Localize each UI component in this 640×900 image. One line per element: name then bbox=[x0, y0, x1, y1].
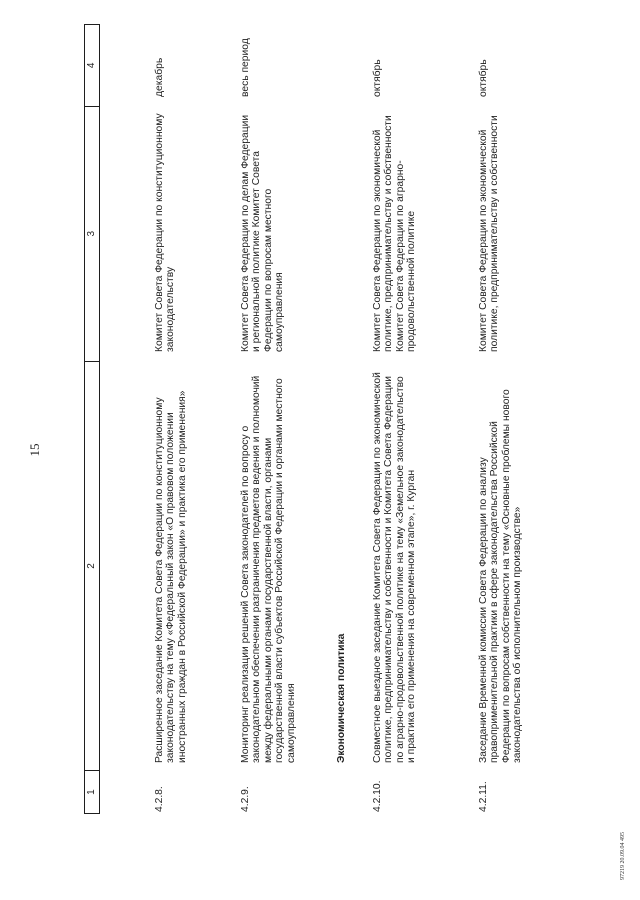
table-row bbox=[372, 26, 418, 814]
event-description: Заседание Временной комиссии Совета Федерации по анализу правоприменительной практики в сфере законодательства Российской Федерации по вопросам собственности на тему «Основные проблемы нового законодательства об исполнительном производстве» bbox=[478, 389, 524, 763]
event-description: Совместное выездное заседание Комитета Совета Федерации по экономической политике, предпринимательству и собственности и Комитета Совета Федерации по аграрно-продовольственной политике на тему «Земельное законодательство и практика его применения на современном этапе», г. Курган bbox=[372, 372, 418, 763]
row-number: 4.2.11. bbox=[478, 781, 489, 812]
table-header bbox=[84, 24, 100, 814]
time-period: декабрь bbox=[154, 57, 165, 97]
table-row bbox=[154, 26, 188, 814]
time-period: октябрь bbox=[478, 59, 489, 97]
document-code: 97219 20.09.04 495 bbox=[620, 832, 626, 880]
responsible-committee: Комитет Совета Федерации по экономической политике, предпринимательству и собственности Комитет Совета Федерации по аграрно-продовольственной политике bbox=[372, 115, 418, 352]
row-number: 4.2.8. bbox=[154, 786, 165, 812]
page-number: 15 bbox=[27, 443, 42, 457]
header-col-2: 2 bbox=[85, 361, 99, 770]
row-number: 4.2.9. bbox=[240, 786, 251, 812]
section-heading: Экономическая политика bbox=[336, 633, 347, 763]
time-period: весь период bbox=[240, 38, 251, 97]
time-period: октябрь bbox=[372, 59, 383, 97]
responsible-committee: Комитет Совета Федерации по конституционному законодательству bbox=[154, 113, 177, 352]
event-description: Расширенное заседание Комитета Совета Федерации по конституционному законодательству на тему «Федеральный закон «О правовом положении иностранных граждан в Российской Федерации» и практика его применения» bbox=[154, 390, 188, 763]
responsible-committee: Комитет Совета Федерации по экономической политике, предпринимательству и собственности bbox=[478, 115, 501, 352]
event-description: Мониторинг реализации решений Совета законодателей по вопросу о законодательном обеспечении разграничения предметов ведения и полномочий между федеральными органами государственной власти, органами государственной власти субъектов Российской Федерации и органами местного самоуправления bbox=[240, 375, 297, 763]
table-row bbox=[478, 26, 524, 814]
header-col-3: 3 bbox=[85, 106, 99, 361]
table-row bbox=[240, 26, 297, 814]
row-number: 4.2.10. bbox=[372, 780, 383, 812]
header-col-1: 1 bbox=[85, 770, 99, 813]
responsible-committee: Комитет Совета Федерации по делам Федерации и региональной политике Комитет Совета Федерации по вопросам местного самоуправления bbox=[240, 114, 286, 352]
header-col-4: 4 bbox=[86, 62, 97, 69]
